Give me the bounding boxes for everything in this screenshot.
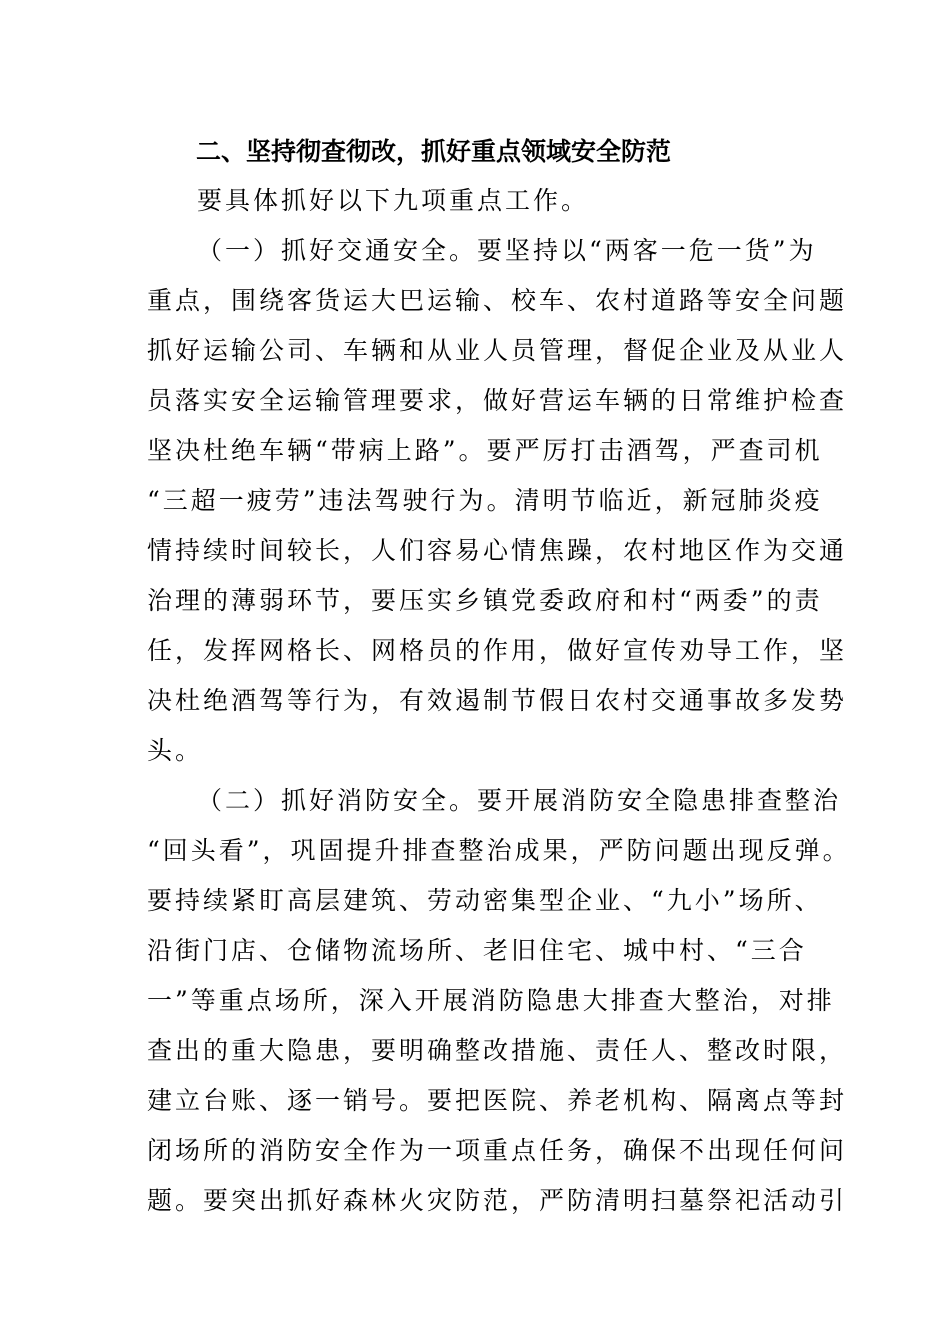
text-line: “回头看”，巩固提升排查整治成果，严防问题出现反弹。 (147, 836, 851, 865)
text-line: 建立台账、逐一销号。要把医院、养老机构、隔离点等封 (147, 1086, 848, 1115)
intro-paragraph: 要具体抓好以下九项重点工作。 (197, 186, 590, 215)
text-line: 要持续紧盯高层建筑、劳动密集型企业、“九小”场所、 (147, 886, 823, 915)
text-line: 任，发挥网格长、网格员的作用，做好宣传劝导工作，坚 (147, 636, 848, 665)
text-line: 题。要突出抓好森林火灾防范，严防清明扫墓祭祀活动引 (147, 1186, 848, 1215)
text-line: 坚决杜绝车辆“带病上路”。要严厉打击酒驾，严查司机 (147, 436, 823, 465)
text-line: 决杜绝酒驾等行为，有效遏制节假日农村交通事故多发势 (147, 686, 848, 715)
section-heading: 二、坚持彻查彻改，抓好重点领域安全防范 (196, 137, 672, 166)
text-line: 一”等重点场所，深入开展消防隐患大排查大整治，对排 (147, 986, 835, 1015)
text-line: 员落实安全运输管理要求，做好营运车辆的日常维护检查 (147, 386, 848, 415)
text-line: 重点，围绕客货运大巴运输、校车、农村道路等安全问题 (147, 286, 848, 315)
text-line: 沿街门店、仓储物流场所、老旧住宅、城中村、“三合 (147, 936, 807, 965)
text-line: （一）抓好交通安全。要坚持以“两客一危一货”为 (197, 236, 817, 265)
text-line: 抓好运输公司、车辆和从业人员管理，督促企业及从业人 (147, 336, 848, 365)
text-line: 查出的重大隐患，要明确整改措施、责任人、整改时限， (147, 1036, 848, 1065)
text-line: 闭场所的消防安全作为一项重点任务，确保不出现任何问 (147, 1136, 848, 1165)
text-line: （二）抓好消防安全。要开展消防安全隐患排查整治 (197, 786, 842, 815)
text-line: “三超一疲劳”违法驾驶行为。清明节临近，新冠肺炎疫 (147, 486, 823, 515)
text-line: 头。 (147, 736, 204, 765)
text-line: 情持续时间较长，人们容易心情焦躁，农村地区作为交通 (147, 536, 848, 565)
text-line: 治理的薄弱环节，要压实乡镇党委政府和村“两委”的责 (147, 586, 823, 615)
